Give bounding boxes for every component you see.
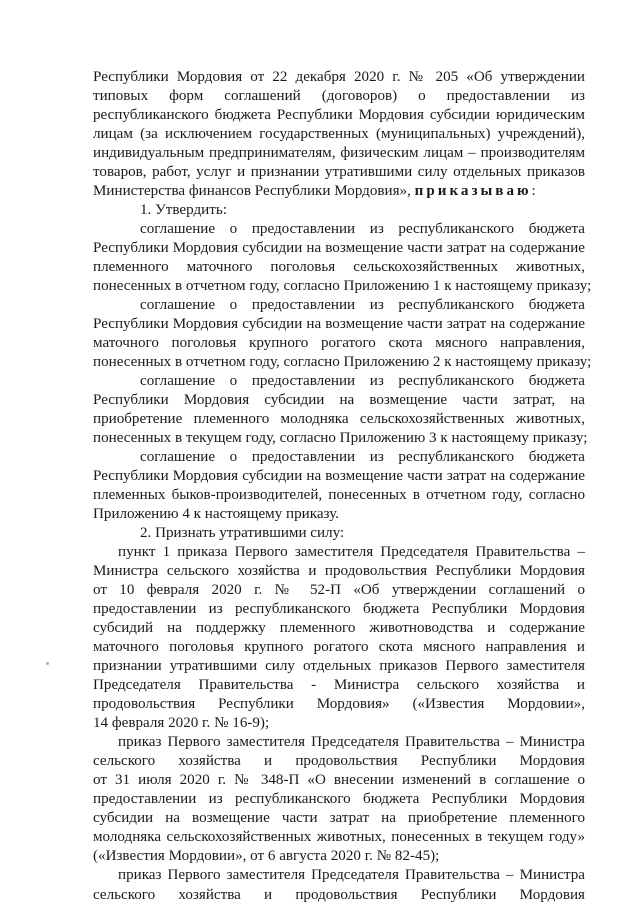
text-line: племенных быков-производителей, понесенных в отчетном году, согласно [93, 487, 585, 503]
text-line: Республики Мордовия от 22 декабря 2020 г. № 205 «Об утверждении [93, 69, 585, 85]
section-heading: 2. Признать утратившими силу: [140, 525, 345, 541]
text-line: сельского хозяйства и продовольствия Республики Мордовия [93, 887, 585, 903]
text-line: от 10 февраля 2020 г. № 52-П «Об утверждении соглашений о [93, 582, 585, 598]
text-line: приобретение племенного молодняка сельскохозяйственных животных, [93, 411, 585, 427]
text-line: Республики Мордовия субсидии на возмещение части затрат на содержание [93, 240, 585, 256]
text-line: предоставлении из республиканского бюджета Республики Мордовия [93, 601, 585, 617]
section-heading: 1. Утвердить: [140, 202, 227, 218]
text-fragment: Министерства финансов Республики Мордовия», [93, 183, 411, 199]
text-line: племенного маточного поголовья сельскохозяйственных животных, [93, 259, 585, 275]
text-line: приказ Первого заместителя Председателя Правительства – Министра [118, 734, 585, 750]
text-line: маточного поголовья крупного рогатого скота мясного направления и [93, 639, 585, 655]
text-line: соглашение о предоставлении из республиканского бюджета [140, 449, 585, 465]
text-line: Республики Мордовия субсидии на возмещение части затрат на содержание [93, 468, 585, 484]
text-line: («Известия Мордовии», от 6 августа 2020 г. № 82-45); [93, 848, 440, 864]
text-line: Республики Мордовия субсидии на возмещение части затрат на содержание [93, 316, 585, 332]
text-line: соглашение о предоставлении из республиканского бюджета [140, 373, 585, 389]
text-line: 14 февраля 2020 г. № 16-9); [93, 715, 270, 731]
text-line: от 31 июля 2020 г. № 348-П «О внесении изменений в соглашение о [93, 772, 585, 788]
text-line: Министра сельского хозяйства и продовольствия Республики Мордовия [93, 563, 585, 579]
text-line: приказ Первого заместителя Председателя Правительства – Министра [118, 867, 585, 883]
text-line: продовольствия Республики Мордовия» («Известия Мордовии», [93, 696, 585, 712]
text-line [93, 182, 585, 201]
text-line: лицам (за исключением государственных (муниципальных) учреждений), [93, 126, 585, 142]
text-line: Председателя Правительства - Министра сельского хозяйства и [93, 677, 585, 693]
text-line: маточного поголовья крупного рогатого скота мясного направления, [93, 335, 585, 351]
text-line: понесенных в отчетном году, согласно Приложению 1 к настоящему приказу; [93, 278, 592, 294]
text-line: соглашение о предоставлении из республиканского бюджета [140, 297, 585, 313]
text-line: субсидий на поддержку племенного животноводства и содержание [93, 620, 585, 636]
text-line: признании утратившими силу отдельных приказов Первого заместителя [93, 658, 585, 674]
text-line: понесенных в отчетном году, согласно Приложению 2 к настоящему приказу; [93, 354, 592, 370]
text-line: предоставлении из республиканского бюджета Республики Мордовия [93, 791, 585, 807]
order-colon: : [531, 183, 536, 199]
text-line: соглашение о предоставлении из республиканского бюджета [140, 221, 585, 237]
text-line: молодняка сельскохозяйственных животных, понесенных в текущем году» [93, 829, 585, 845]
text-line: сельского хозяйства и продовольствия Республики Мордовия [93, 753, 585, 769]
text-line: индивидуальным предпринимателям, физическим лицам – производителям [93, 145, 585, 161]
text-line: субсидии на возмещение части затрат на приобретение племенного [93, 810, 585, 826]
text-line: типовых форм соглашений (договоров) о предоставлении из [93, 88, 585, 104]
text-line: товаров, работ, услуг и признании утратившими силу отдельных приказов [93, 164, 585, 180]
text-line: Приложению 4 к настоящему приказу. [93, 506, 340, 522]
text-line: республиканского бюджета Республики Мордовия субсидии юридическим [93, 107, 585, 123]
text-line: понесенных в текущем году, согласно Приложению 3 к настоящему приказу; [93, 430, 588, 446]
scan-speck [46, 662, 49, 665]
order-word: приказываю [414, 183, 532, 199]
text-line: Республики Мордовия субсидии на возмещение части затрат, на [93, 392, 585, 408]
text-line: пункт 1 приказа Первого заместителя Председателя Правительства – [118, 544, 585, 560]
